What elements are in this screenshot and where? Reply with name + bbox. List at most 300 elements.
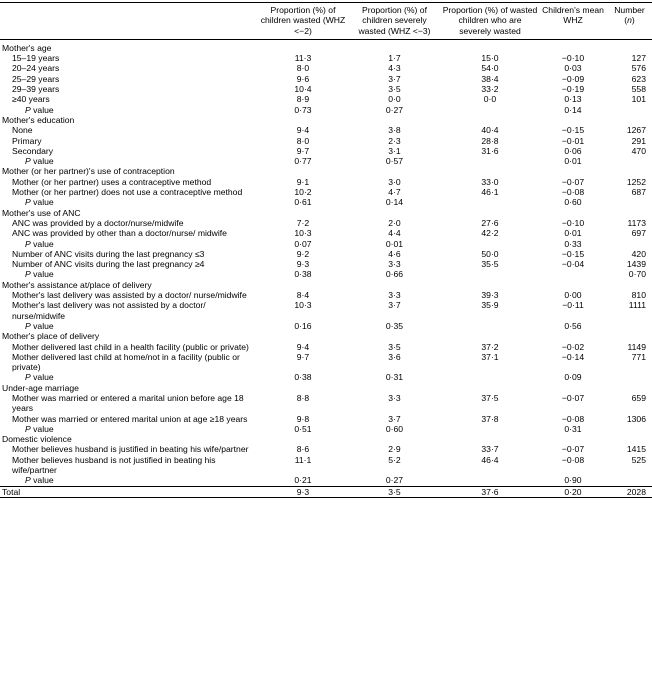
cell-col-2: 4·3 [388,63,401,74]
row-label: 20–24 years [12,63,60,74]
cell-col-1 [258,208,348,218]
cell-col-3 [441,475,539,486]
p-value-label [0,372,258,382]
cell-col-5 [607,475,652,486]
p-value-word: value [30,475,54,486]
cell-col-5 [607,197,652,207]
cell-col-1: 0·77 [294,156,312,167]
p-value-label [0,269,258,279]
p-value-word: value [30,197,54,208]
cell-col-5: 623 [631,73,646,84]
cell-col-4: 0·31 [564,423,582,434]
p-value-row [0,269,652,279]
cell-col-3 [441,424,539,434]
cell-col-5: 659 [631,392,646,403]
section-row [0,331,652,341]
cell-col-3 [441,239,539,249]
cell-col-3: 54·0 [481,63,499,74]
cell-col-4 [539,115,607,125]
row-label: Mother delivered last child in a health facility (public or private) [12,341,249,352]
p-value-label [0,105,258,115]
cell-col-5: 0·70 [628,269,646,280]
cell-col-2: 3·5 [388,341,401,352]
table-row [0,455,652,476]
row-label: Mother believes husband is justified in beating his wife/partner [12,444,249,455]
cell-col-4: −0·04 [561,259,585,270]
cell-col-3 [441,280,539,290]
cell-col-3 [441,434,539,444]
cell-col-5: 2028 [626,486,646,497]
cell-col-4: −0·15 [561,248,585,259]
table-body [0,39,652,497]
cell-col-4 [539,269,607,279]
cell-col-1: 8·0 [296,63,310,74]
cell-col-4: 0·90 [564,475,582,486]
p-value-label [0,156,258,166]
cell-col-1: 0·51 [294,423,312,434]
cell-col-3 [441,115,539,125]
cell-col-2: 0·27 [385,475,404,486]
section-label: Mother's education [2,114,75,125]
cell-col-5: 1149 [627,341,646,352]
cell-col-2: 3·5 [388,84,401,95]
cell-col-4: −0·15 [561,125,585,136]
cell-col-2 [348,166,441,176]
cell-col-4: −0·11 [562,300,584,311]
results-table [0,2,652,498]
cell-col-1: 8·6 [296,444,310,455]
cell-col-4: 0·20 [564,486,582,497]
cell-col-3: 15·0 [481,53,499,64]
cell-col-3: 40·4 [481,125,499,136]
cell-col-1: 10·3 [294,300,312,311]
cell-col-1: 9·4 [296,125,310,136]
cell-col-2 [348,434,441,444]
cell-col-1: 9·8 [296,413,310,424]
cell-col-1: 8·4 [296,290,310,301]
section-row [0,383,652,393]
table-row [0,290,652,300]
p-value-word: value [30,156,54,167]
row-label: Mother delivered last child at home/not in a facility (public or private) [12,351,240,373]
cell-col-4: −0·08 [561,187,585,198]
cell-col-4 [539,331,607,341]
cell-col-4: 0·01 [564,156,582,167]
cell-col-2: 3·3 [388,392,401,403]
cell-col-3: 33·2 [481,84,499,95]
cell-col-4: 0·33 [564,238,582,249]
cell-col-5: 470 [631,145,646,156]
cell-col-5: 291 [631,135,646,146]
cell-col-5 [607,424,652,434]
table-row [0,84,652,94]
cell-col-5: 1415 [626,444,646,455]
cell-col-5: 1252 [626,176,646,187]
p-value-word: value [30,372,54,383]
row-label: 25–29 years [12,73,60,84]
cell-col-4: −0·08 [561,454,585,465]
row-label: ≥40 years [12,94,50,105]
cell-col-1 [258,280,348,290]
cell-col-1: 0·38 [294,372,312,383]
p-value-row [0,105,652,115]
cell-col-5 [607,372,652,382]
cell-col-5 [607,105,652,115]
table-row [0,74,652,84]
cell-col-2: 0·0 [388,94,401,105]
cell-col-5: 1111 [628,300,646,311]
cell-col-3 [441,156,539,166]
cell-col-5 [607,280,652,290]
cell-col-4: 0·13 [564,94,582,105]
section-label: Under-age marriage [2,382,79,393]
row-label: Secondary [12,145,54,156]
row-label: Total [2,486,21,497]
section-row [0,280,652,290]
p-symbol: P [25,372,31,383]
cell-col-1: 8·8 [296,392,310,403]
section-label: Mother's place of delivery [2,331,100,342]
cell-col-1: 11·3 [294,53,312,64]
cell-col-3 [441,372,539,382]
cell-col-4: −0·10 [561,53,585,64]
p-value-label [0,321,258,331]
cell-col-5: 101 [631,94,646,105]
cell-col-1: 8·0 [296,135,310,146]
table-row [0,228,652,238]
cell-col-5 [607,208,652,218]
cell-col-3 [441,383,539,393]
cell-col-3 [441,105,539,115]
cell-col-2: 4·7 [388,187,401,198]
cell-col-1: 9·3 [296,259,310,270]
cell-col-1: 0·07 [294,238,312,249]
cell-col-5: 1439 [626,259,646,270]
cell-col-1 [258,383,348,393]
cell-col-2: 0·27 [385,104,404,115]
p-value-row [0,156,652,166]
p-symbol: P [25,320,31,331]
cell-col-2: 0·14 [385,197,404,208]
cell-col-4 [539,208,607,218]
cell-col-3: 37·6 [481,486,499,497]
cell-col-1: 7·2 [296,217,310,228]
cell-col-2: 2·0 [388,217,401,228]
cell-col-2: 3·1 [388,145,401,156]
p-symbol: P [25,104,31,115]
cell-col-5: 576 [631,63,646,74]
cell-col-1: 10·3 [294,228,312,239]
cell-col-1: 8·9 [296,94,310,105]
row-label: Mother was married or entered a marital union before age 18 years [12,392,244,414]
table-row [0,177,652,187]
cell-col-4: −0·07 [561,444,585,455]
cell-col-3 [441,321,539,331]
row-label: Mother was married or entered marital union at age ≥18 years [12,413,248,424]
cell-col-4: 0·14 [564,104,582,115]
cell-col-4 [539,434,607,444]
cell-col-3: 28·8 [481,135,499,146]
cell-col-5 [607,39,652,53]
cell-col-4: −0·01 [561,135,585,146]
section-label: Mother (or her partner)'s use of contraception [2,166,175,177]
cell-col-3: 37·8 [481,413,499,424]
cell-col-2: 3·3 [388,259,401,270]
cell-col-2 [348,115,441,125]
row-label: Mother (or her partner) does not use a contraceptive method [12,187,243,198]
cell-col-1: 11·1 [294,454,312,465]
row-label: Number of ANC visits during the last pregnancy ≤3 [12,248,205,259]
cell-col-3: 46·4 [481,454,499,465]
row-label: Mother believes husband is not justified in beating his wife/partner [12,454,216,476]
p-value-row [0,197,652,207]
p-symbol: P [25,475,31,486]
cell-col-3: 37·2 [481,341,499,352]
cell-col-2 [348,331,441,341]
section-row [0,434,652,444]
cell-col-1: 0·73 [294,104,312,115]
cell-col-3: 0·0 [483,94,497,105]
p-value-word: value [30,423,54,434]
cell-col-1 [258,434,348,444]
cell-col-4 [539,383,607,393]
row-label: ANC was provided by other than a doctor/nurse/ midwife [12,228,227,239]
cell-col-3: 46·1 [481,187,499,198]
cell-col-5 [607,321,652,331]
header-wasted: Proportion (%) of children wasted (WHZ <−2) [260,5,346,36]
cell-col-1: 9·2 [296,248,310,259]
cell-col-1 [258,39,348,53]
p-value-word: value [30,238,54,249]
cell-col-1 [258,166,348,176]
p-symbol: P [25,197,31,208]
table-row [0,259,652,269]
cell-col-3: 42·2 [481,228,499,239]
row-label: None [12,125,33,136]
cell-col-3: 37·5 [481,392,499,403]
cell-col-2 [348,39,441,53]
row-label: Primary [12,135,42,146]
section-row [0,208,652,218]
section-row [0,115,652,125]
cell-col-4: −0·07 [561,392,585,403]
row-label: Mother (or her partner) uses a contraceptive method [12,176,212,187]
p-value-word: value [30,320,54,331]
p-value-row [0,239,652,249]
table-row [0,414,652,424]
cell-col-2: 0·57 [385,156,404,167]
cell-col-5: 127 [631,53,646,64]
p-value-row [0,475,652,486]
cell-col-5: 558 [631,84,646,95]
p-symbol: P [25,156,31,167]
header-wasted-severely: Proportion (%) of wasted children who are severely wasted [442,5,538,36]
cell-col-1: 0·38 [294,269,312,280]
cell-col-1: 0·61 [294,197,312,208]
cell-col-5: 1267 [626,125,646,136]
cell-col-1: 9·4 [296,341,310,352]
cell-col-3: 38·4 [481,73,499,84]
cell-col-4: −0·07 [561,176,585,187]
p-value-row [0,372,652,382]
section-row [0,166,652,176]
cell-col-2 [348,208,441,218]
cell-col-4 [539,280,607,290]
row-label: 15–19 years [12,53,60,64]
cell-col-3: 35·5 [481,259,499,270]
cell-col-3: 35·9 [481,300,499,311]
cell-col-5: 687 [631,187,646,198]
p-value-word: value [30,104,54,115]
cell-col-1: 9·6 [296,73,310,84]
cell-col-3 [441,269,539,279]
cell-col-1: 9·7 [296,351,310,362]
cell-col-4: 0·01 [564,228,582,239]
p-symbol: P [25,238,31,249]
cell-col-2: 4·4 [388,228,401,239]
cell-col-3 [441,197,539,207]
table-row [0,187,652,197]
section-label: Mother's assistance at/place of delivery [2,279,152,290]
cell-col-3: 27·6 [481,217,499,228]
cell-col-4 [539,166,607,176]
p-value-label [0,197,258,207]
row-label: 29–39 years [12,84,60,95]
cell-col-2: 5·2 [388,454,401,465]
cell-col-5 [607,383,652,393]
table-header [0,3,652,40]
cell-col-1: 9·7 [296,145,310,156]
cell-col-5: 1173 [627,217,646,228]
cell-col-3 [441,166,539,176]
header-number: Number (n) [614,5,645,26]
cell-col-2: 0·01 [385,238,404,249]
p-value-label [0,239,258,249]
cell-col-4: −0·10 [561,217,585,228]
cell-col-4: 0·56 [564,320,582,331]
cell-col-5 [607,239,652,249]
table-row [0,136,652,146]
cell-col-2: 0·60 [385,423,404,434]
header-blank [0,3,258,40]
section-label: Mother's use of ANC [2,207,81,218]
table-row [0,146,652,156]
cell-col-5: 771 [631,351,646,362]
cell-col-3: 31·6 [481,145,499,156]
cell-col-1 [258,331,348,341]
section-label: Mother's age [2,42,52,53]
cell-col-2: 3·7 [388,300,401,311]
cell-col-2: 3·6 [388,351,401,362]
table-row [0,393,652,414]
cell-col-2: 3·0 [388,176,401,187]
row-label: Mother's last delivery was not assisted by a doctor/ nurse/midwife [12,300,206,321]
total-row [0,486,652,497]
cell-col-2: 3·7 [388,413,401,424]
header-severely-wasted: Proportion (%) of children severely wasted (WHZ <−3) [358,5,431,36]
cell-col-2 [348,383,441,393]
cell-col-3 [441,331,539,341]
p-value-label [0,475,258,486]
p-value-label [0,424,258,434]
cell-col-2: 2·3 [388,135,401,146]
table-row [0,444,652,454]
row-label: Mother's last delivery was assisted by a doctor/ nurse/midwife [12,290,247,301]
cell-col-4: −0·02 [561,341,585,352]
cell-col-4: −0·08 [561,413,585,424]
cell-col-4: −0·14 [561,351,585,362]
cell-col-5: 697 [631,228,646,239]
cell-col-1 [258,115,348,125]
cell-col-3: 50·0 [481,248,499,259]
cell-col-4: −0·09 [561,73,585,84]
cell-col-2: 2·9 [388,444,401,455]
cell-col-4: 0·60 [564,197,582,208]
cell-col-5 [607,115,652,125]
cell-col-4: −0·19 [561,84,585,95]
cell-col-3: 39·3 [481,290,499,301]
cell-col-3: 33·0 [481,176,499,187]
cell-col-5 [607,331,652,341]
cell-col-4: 0·09 [564,372,582,383]
section-label: Domestic violence [2,434,72,445]
cell-col-2: 4·6 [388,248,401,259]
cell-col-5: 1306 [626,413,646,424]
cell-col-4: 0·03 [564,63,582,74]
cell-col-1: 10·4 [294,84,312,95]
cell-col-5 [607,156,652,166]
table-row [0,125,652,135]
cell-col-1: 9·3 [296,486,310,497]
cell-col-2: 0·31 [385,372,404,383]
cell-col-1: 10·2 [294,187,312,198]
table-row [0,342,652,352]
cell-col-1: 9·1 [296,176,310,187]
cell-col-1: 0·21 [294,475,312,486]
header-mean-whz: Children's mean WHZ [542,5,604,26]
cell-col-3 [441,39,539,53]
cell-col-3: 33·7 [481,444,499,455]
cell-col-2: 3·3 [388,290,401,301]
row-label: Number of ANC visits during the last pregnancy ≥4 [12,259,205,270]
cell-col-3 [441,208,539,218]
p-symbol: P [25,269,31,280]
row-label: ANC was provided by a doctor/nurse/midwife [12,217,184,228]
cell-col-2: 0·66 [385,269,404,280]
cell-col-4: 0·06 [564,145,582,156]
table-row [0,63,652,73]
cell-col-4: 0·00 [564,290,582,301]
table-row [0,249,652,259]
cell-col-4 [539,39,607,53]
cell-col-2: 1·7 [388,53,401,64]
cell-col-5 [607,434,652,444]
p-value-row [0,424,652,434]
cell-col-2: 3·8 [388,125,401,136]
table-row [0,352,652,373]
section-row [0,39,652,53]
p-value-word: value [30,269,54,280]
table-row [0,94,652,104]
cell-col-5 [607,166,652,176]
cell-col-5: 420 [631,248,646,259]
cell-col-2: 0·35 [385,320,404,331]
table-row [0,218,652,228]
p-symbol: P [25,423,31,434]
table-row [0,300,652,321]
table-row [0,53,652,63]
cell-col-5: 525 [631,454,646,465]
